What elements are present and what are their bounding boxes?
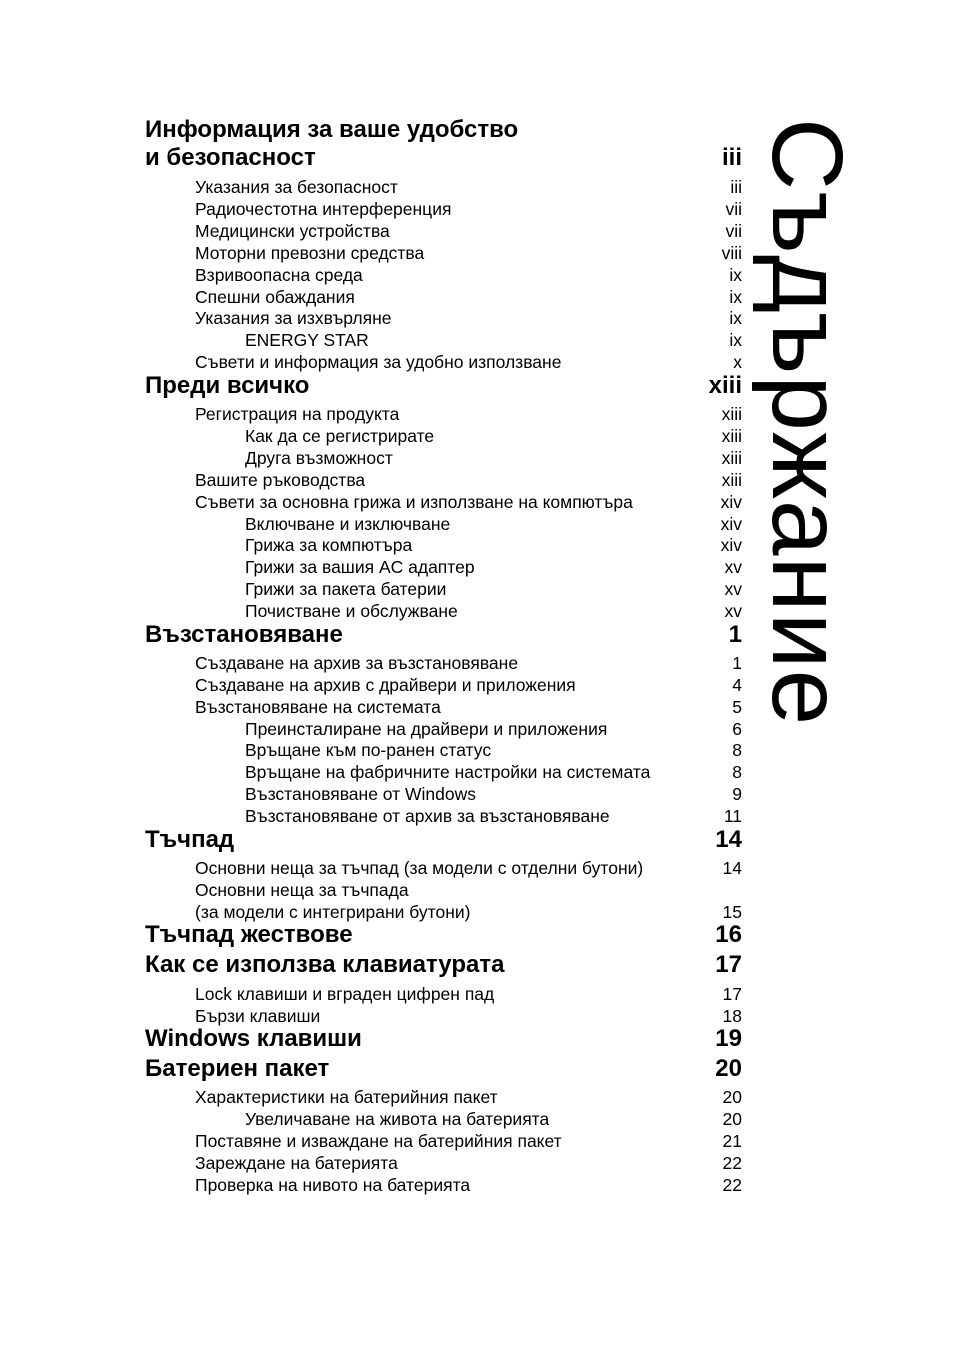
toc-entry-title: Включване и изключване <box>245 513 451 534</box>
toc-entry-title: Указания за изхвърляне <box>195 307 392 328</box>
toc-entry-title: Взривоопасна среда <box>195 264 363 285</box>
toc-entry-page: 8 <box>732 761 742 782</box>
toc-entry-page: 20 <box>715 1055 742 1082</box>
toc-entry-page: vii <box>725 220 742 241</box>
toc-entry-title: ENERGY STAR <box>245 329 369 350</box>
toc-entry-page: xiv <box>720 534 742 555</box>
toc-entry-title: Връщане на фабричните настройки на системата <box>245 761 651 782</box>
toc-entry-page: xv <box>724 556 742 577</box>
toc-entry-title: Увеличаване на живота на батерията <box>245 1108 550 1129</box>
toc-entry-title: Поставяне и изваждане на батерийния пакет <box>195 1130 562 1151</box>
toc-entry-page: 14 <box>722 857 742 878</box>
toc-entry-page: 22 <box>722 1174 742 1195</box>
toc-entry-title: Характеристики на батерийния пакет <box>195 1086 498 1107</box>
toc-entry-page: xiii <box>721 447 742 468</box>
toc-entry-page: 11 <box>723 805 742 826</box>
toc-entry-page: 5 <box>732 696 742 717</box>
toc-entry-title: (за модели с интегрирани бутони) <box>195 901 471 922</box>
toc-entry-page: 21 <box>722 1130 742 1151</box>
toc-entry-title: Възстановяване на системата <box>195 696 441 717</box>
toc-entry-page: 18 <box>722 1005 742 1026</box>
toc-entry-page: 4 <box>732 674 742 695</box>
toc-entry-page: 8 <box>732 739 742 760</box>
toc-entry-title: Тъчпад жествове <box>145 921 353 948</box>
toc-entry-page: 14 <box>715 826 742 853</box>
toc-entry-title: Връщане към по-ранен статус <box>245 739 492 760</box>
toc-entry-title: Проверка на нивото на батерията <box>195 1174 471 1195</box>
toc-entry-page: xv <box>724 578 742 599</box>
toc-entry-title: Почистване и обслужване <box>245 600 458 621</box>
toc-entry-title: Как се използва клавиатурата <box>145 951 505 978</box>
toc-entry-page: iii <box>730 176 742 197</box>
toc-entry-page: 1 <box>728 621 742 648</box>
toc-entry-title: Преди всичко <box>145 372 310 399</box>
toc-entry-page: viii <box>721 242 742 263</box>
toc-entry-title: Бързи клавиши <box>195 1005 321 1026</box>
toc-entry-page: ix <box>729 264 742 285</box>
toc-entry-title: Регистрация на продукта <box>195 403 400 424</box>
toc-entry-page: iii <box>721 144 742 171</box>
toc-entry-title: Друга възможност <box>245 447 393 468</box>
toc-entry-title: и безопасност <box>145 144 316 171</box>
toc-entry-page: 22 <box>722 1152 742 1173</box>
toc-entry-page: xiii <box>708 372 742 399</box>
toc-entry-title: Тъчпад <box>145 826 235 853</box>
toc-entry-title: Радиочестотна интерференция <box>195 198 452 219</box>
toc-entry-title: Основни неща за тъчпад (за модели с отделни бутони) <box>195 857 644 878</box>
toc-entry-page: xiv <box>720 513 742 534</box>
toc-entry-page: ix <box>729 307 742 328</box>
toc-entry-page: 19 <box>715 1025 742 1052</box>
toc-entry-title: Указания за безопасност <box>195 176 398 197</box>
toc-entry-title: Възстановяване от архив за възстановяване <box>245 805 610 826</box>
toc-entry-page: 20 <box>722 1108 742 1129</box>
toc-entry-title: Основни неща за тъчпада <box>195 879 409 900</box>
toc-entry-page: xiii <box>721 425 742 446</box>
toc-entry-title: Lock клавиши и вграден цифрен пад <box>195 983 495 1004</box>
toc-entry-page: 17 <box>722 983 742 1004</box>
toc-entry-page: 17 <box>715 951 742 978</box>
toc-entry-title: Вашите ръководства <box>195 469 366 490</box>
toc-entry-title: Windows клавиши <box>145 1025 362 1052</box>
toc-entry-page: ix <box>729 286 742 307</box>
toc-entry-page: xiii <box>721 403 742 424</box>
toc-entry-title: Създаване на архив за възстановяване <box>195 652 519 673</box>
page-title: Съдържание <box>751 118 863 727</box>
toc-entry-title: Възстановяване <box>145 621 343 648</box>
toc-entry-title: Грижи за пакета батерии <box>245 578 447 599</box>
toc-entry-page: ix <box>729 329 742 350</box>
toc-entry-page: xiii <box>721 469 742 490</box>
toc-entry-title: Възстановяване от Windows <box>245 783 477 804</box>
toc-entry-title: Съвети и информация за удобно използване <box>195 351 562 372</box>
toc-entry-page: 20 <box>722 1086 742 1107</box>
toc-entry-title: Информация за ваше удобство <box>145 116 519 143</box>
toc-entry-title: Моторни превозни средства <box>195 242 425 263</box>
toc-entry-page: vii <box>725 198 742 219</box>
toc-entry-page: x <box>733 351 742 372</box>
toc-entry-page: 16 <box>715 921 742 948</box>
toc-entry-page: xv <box>724 600 742 621</box>
toc-entry-title: Медицински устройства <box>195 220 390 241</box>
toc-entry-title: Спешни обаждания <box>195 286 355 307</box>
toc-entry-title: Зареждане на батерията <box>195 1152 398 1173</box>
toc-entry-page: 6 <box>732 718 742 739</box>
toc-entry-title: Батериен пакет <box>145 1055 330 1082</box>
toc-entry-title: Съвети за основна грижа и използване на компютъра <box>195 491 633 512</box>
toc-entry-title: Грижа за компютъра <box>245 534 413 555</box>
toc-entry-title: Как да се регистрирате <box>245 425 435 446</box>
toc-entry-page: 1 <box>732 652 742 673</box>
toc-entry-page: xiv <box>720 491 742 512</box>
toc-entry-title: Създаване на архив с драйвери и приложения <box>195 674 576 695</box>
toc-entry-title: Преинсталиране на драйвери и приложения <box>245 718 608 739</box>
toc-entry-page: 9 <box>732 783 742 804</box>
toc-entry-title: Грижи за вашия AC адаптер <box>245 556 475 577</box>
toc-entry-page: 15 <box>722 901 742 922</box>
